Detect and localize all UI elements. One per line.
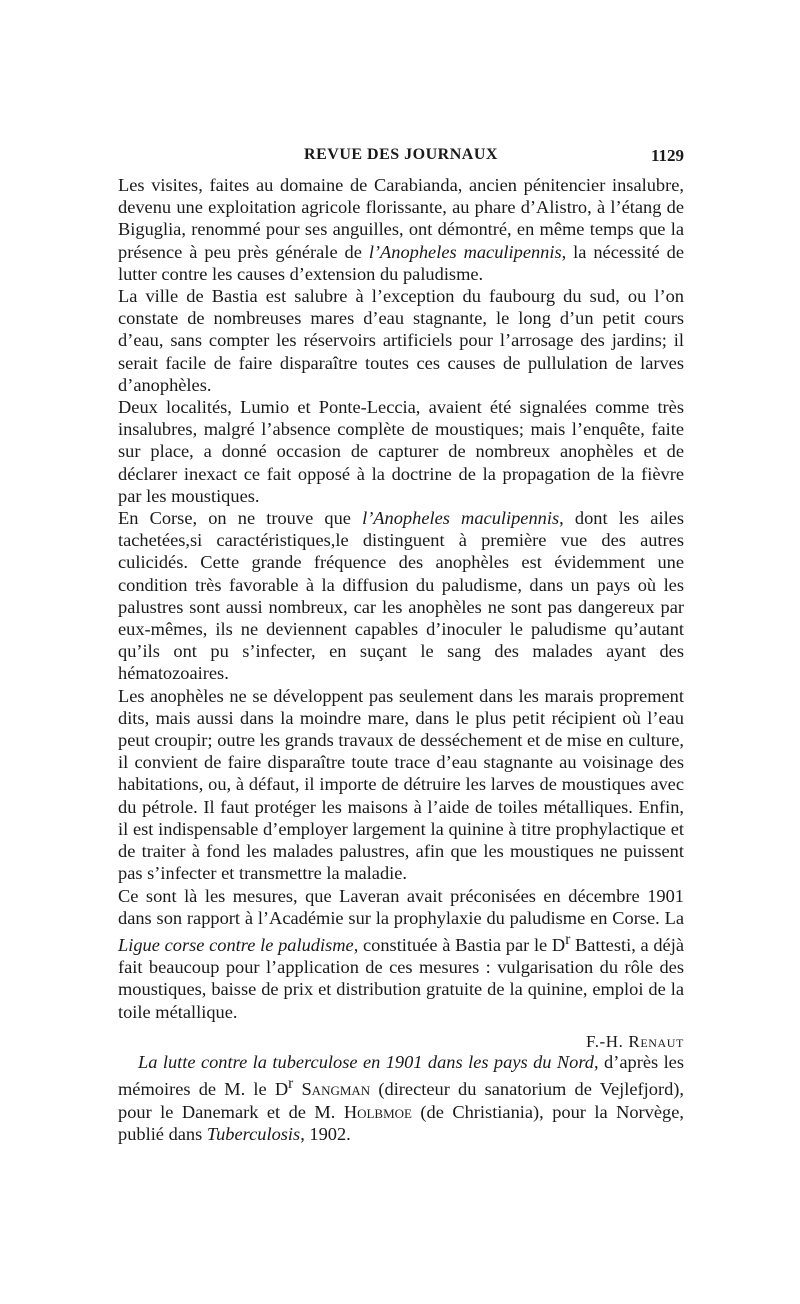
paragraph-6-end: Battesti, a déjà fait beaucoup pour l’application de ces mesures : vulgarisation du rôle des moustiques, baisse de prix et distribution gratuite de la quinine, emploi de la toile métallique. (118, 935, 684, 1022)
article-text-2: (directeur du sanatorium de Vejlefjord), pour le Danemark et de M. (118, 1079, 684, 1122)
paragraph-4 (118, 507, 684, 685)
paragraph-6-start: Ce sont là les mesures, que Laveran avait préconisées en décembre 1901 dans son rapport à l’Académie sur la prophylaxie du paludisme en Corse. La (118, 885, 684, 928)
signature-initials: F.-H. (586, 1031, 629, 1051)
main-text-column (118, 174, 684, 1053)
paragraph-1-text: Les visites, faites au domaine de Carabianda, ancien pénitencier insalubre, devenu une exploitation agricole florissante, au phare d’Alistro, à l’étang de Biguglia, renommé pour ses anguilles, ont démontré, en même temps que la présence à peu près générale de (118, 175, 684, 262)
paragraph-1-end: , la nécessité de lutter contre les causes d’extension du paludisme. (118, 241, 684, 284)
next-article (118, 1051, 684, 1145)
page-number: 1129 (650, 146, 684, 165)
running-title: REVUE DES JOURNAUX (304, 146, 498, 163)
journal-name: Tuberculosis (206, 1123, 301, 1144)
species-name-2: l’Anopheles maculipennis (362, 508, 560, 529)
doctor-superscript-2: r (288, 1075, 294, 1093)
article-text-3: (de Christiania), pour la Norvège, publié dans (118, 1101, 684, 1144)
paragraph-1 (118, 174, 684, 285)
paragraph-3: Deux localités, Lumio et Ponte-Leccia, avaient été signalées comme très insalubres, malgré l’absence complète de moustiques; mais l’enquête, faite sur place, a donné occasion de capturer de nombreux anophèles et de déclarer inexact ce fait opposé à la doctrine de la propagation de la fièvre par les moustiques. (118, 397, 684, 506)
paragraph-2: La ville de Bastia est salubre à l’exception du faubourg du sud, ou l’on constate de nombreuses mares d’eau stagnante, le long d’un petit cours d’eau, sans compter les réservoirs artificiels pour l’arrosage des jardins; il serait facile de faire disparaître toutes ces causes de pullulation de larves d’anophèles. (118, 286, 684, 395)
species-name: l’Anopheles maculipennis (368, 241, 562, 262)
paragraph-5: Les anophèles ne se développent pas seulement dans les marais proprement dits, mais aussi dans la moindre mare, dans le plus petit récipient où l’eau peut croupir; outre les grands travaux de desséchement et de mise en culture, il convient de faire disparaître toute trace d’eau stagnante au voisinage des habitations, ou, à défaut, il importe de détruire les larves de moustiques avec du pétrole. Il faut protéger les maisons à l’aide de toiles métalliques. Enfin, il est indispensable d’employer largement la quinine à titre prophylactique et de traiter à fond les malades palustres, afin que les moustiques ne puissent pas s’infecter et transmettre la maladie. (118, 685, 684, 884)
paragraph-4-start: En Corse, on ne trouve que (118, 508, 363, 529)
paragraph-6-mid: , constituée à Bastia par le D (353, 935, 566, 956)
author-holbmoe: Holbmoe (343, 1101, 412, 1122)
paragraph-4-end: , dont les ailes tachetées,si caractéristiques,le distinguent à première vue des autres culicidés. Cette grande fréquence des anophèles est évidemment une condition très favorable à la diffusion du paludisme, dans un pays où les palustres sont aussi nombreux, car les anophèles ne sont pas dangereux par eux-mêmes, ils ne deviennent capables d’inoculer le paludisme qu’autant qu’ils ont pu s’infecter, en suçant le sang des malades ayant des hématozoaires. (118, 508, 684, 684)
article-text-1: , d’après les mémoires de M. le D (118, 1052, 685, 1100)
article-title: La lutte contre la tuberculose en 1901 dans les pays du Nord (138, 1052, 595, 1072)
paragraph-6 (118, 885, 684, 1023)
article-intro (118, 1051, 684, 1145)
author-signature (118, 1031, 684, 1053)
signature-name: Renaut (628, 1031, 684, 1051)
author-sangman: Sangman (301, 1079, 371, 1100)
league-name: Ligue corse contre le paludisme (118, 935, 354, 956)
page-header (118, 146, 684, 170)
article-text-4: , 1902. (300, 1123, 351, 1144)
doctor-superscript: r (565, 930, 571, 948)
